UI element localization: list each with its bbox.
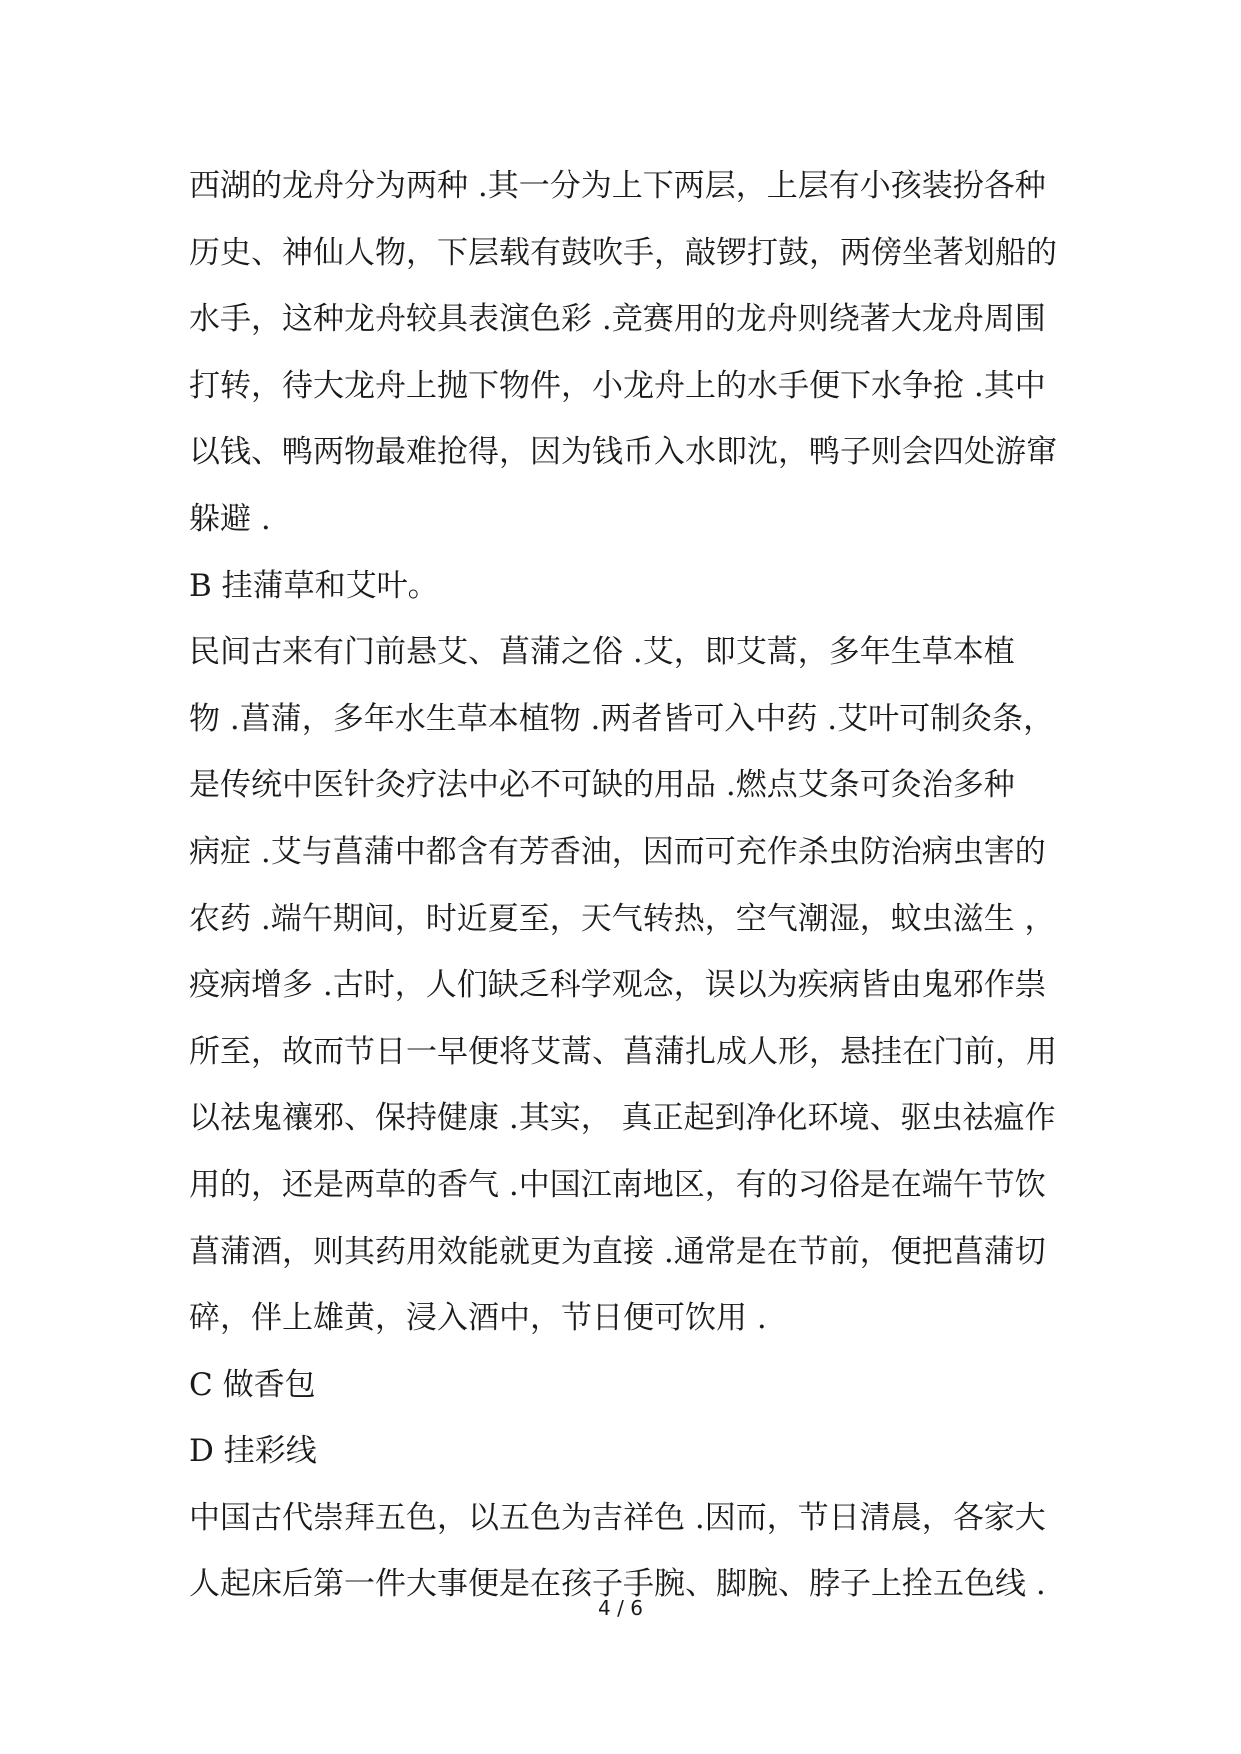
section-heading-d: D 挂彩线 [189, 1433, 317, 1470]
text-line: 物 .菖蒲，多年水生草本植物 .两者皆可入中药 .艾叶可制灸条， [189, 700, 1055, 737]
text-line: 中国古代崇拜五色，以五色为吉祥色 .因而，节日清晨，各家大 [189, 1499, 1046, 1536]
text-line: 躲避 . [189, 500, 271, 537]
text-line: 是传统中医针灸疗法中必不可缺的用品 .燃点艾条可灸治多种 [189, 767, 1015, 804]
text-line: 农药 .端午期间，时近夏至，天气转热，空气潮湿，蚊虫滋生 ， [189, 900, 1056, 937]
text-line: 用的，还是两草的香气 .中国江南地区，有的习俗是在端午节饮 [189, 1166, 1046, 1203]
text-line: 民间古来有门前悬艾、菖蒲之俗 .艾，即艾蒿，多年生草本植 [189, 634, 1015, 671]
text-line: 水手，这种龙舟较具表演色彩 .竞赛用的龙舟则绕著大龙舟周围 [189, 301, 1046, 338]
text-line: 疫病增多 .古时，人们缺乏科学观念，误以为疾病皆由鬼邪作祟 [189, 967, 1046, 1004]
text-line: 以祛鬼禳邪、保持健康 .其实， 真正起到净化环境、驱虫祛瘟作 [189, 1100, 1056, 1137]
text-line: 以钱、鸭两物最难抢得，因为钱币入水即沈，鸭子则会四处游窜 [189, 434, 1057, 471]
text-line: 西湖的龙舟分为两种 .其一分为上下两层，上层有小孩装扮各种 [189, 168, 1046, 204]
section-heading-c: C 做香包 [189, 1366, 316, 1403]
text-line: 菖蒲酒，则其药用效能就更为直接 .通常是在节前，便把菖蒲切 [189, 1233, 1046, 1270]
text-line: 病症 .艾与菖蒲中都含有芳香油，因而可充作杀虫防治病虫害的 [189, 833, 1046, 870]
text-line: 碎，伴上雄黄，浸入酒中，节日便可饮用 . [189, 1300, 767, 1337]
page-number: 4 / 6 [598, 1596, 643, 1620]
section-heading-b: B 挂蒲草和艾叶。 [189, 567, 439, 604]
text-line: 历史、神仙人物，下层载有鼓吹手，敲锣打鼓，两傍坐著划船的 [189, 234, 1057, 271]
text-line: 所至，故而节日一早便将艾蒿、菖蒲扎成人形，悬挂在门前，用 [189, 1033, 1057, 1070]
body-text [189, 160, 1069, 1625]
text-line: 人起床后第一件大事便是在孩子手腕、脚腕、脖子上拴五色线 . [189, 1566, 1046, 1603]
text-line: 打转，待大龙舟上抛下物件，小龙舟上的水手便下水争抢 .其中 [189, 367, 1046, 404]
